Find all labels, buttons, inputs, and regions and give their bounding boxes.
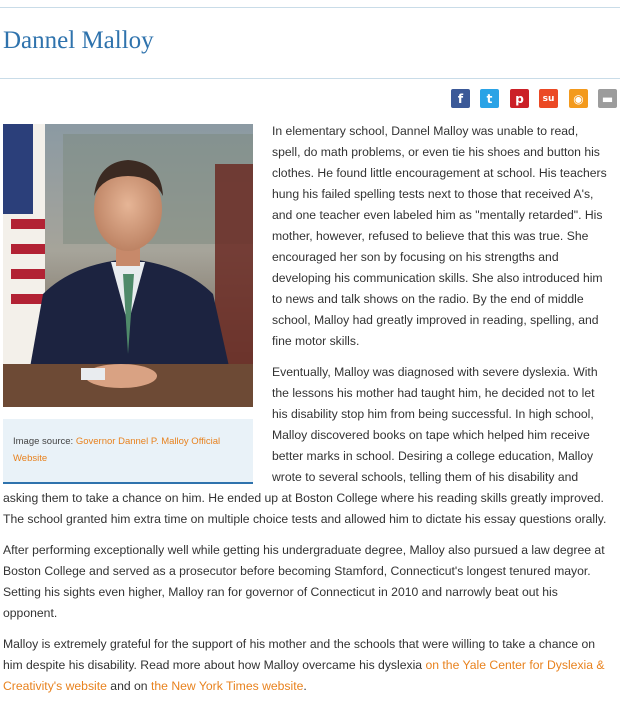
pinterest-icon[interactable]: p [510,89,529,108]
caption-source-link[interactable]: Governor Dannel P. Malloy Official Website [13,436,221,464]
twitter-icon[interactable]: t [480,89,499,108]
paragraph-3: After performing exceptionally well while getting his undergraduate degree, Malloy also pursued a law degree at Boston College and served as a prosecutor before becoming Stamford, Connecticut's longest tenured mayor. Setting his sights even higher, Malloy ran for governor of Connecticut in 2010 and narrowly beat out his opponent. [3,543,605,620]
stumbleupon-icon[interactable]: su [539,89,558,108]
image-caption: Image source: Governor Dannel P. Malloy Official Website [3,419,253,484]
paragraph-1: In elementary school, Dannel Malloy was unable to read, spell, do math problems, or even tie his shoes and button his clothes. He found little encouragement at school. His teachers hung his failed spelling tests next to those that received A's, and one teacher even labeled him as "mentally retarded". His mother, however, refused to believe that this was true. She encouraged her son by focusing on his strengths and developing his communication skills. She also introduced him to news and talk shows on the radio. By the end of middle school, Malloy had greatly improved in reading, spelling, and fine motor skills. [272,124,607,348]
yale-center-link[interactable]: on the Yale Center for Dyslexia & Creativity's website [3,658,605,693]
rss-icon[interactable]: ◉ [569,89,588,108]
facebook-icon[interactable]: f [451,89,470,108]
top-divider [0,7,620,8]
nyt-link[interactable]: the New York Times website [150,679,304,693]
print-icon[interactable]: ▬ [598,89,617,108]
paragraph-4: Malloy is extremely grateful for the support of his mother and the schools that were willing to take a chance on him despite his disability. Read more about how Malloy overcame his dyslexia on the Yale Center for Dyslexia & Creativity's website and on the New York Times website. [3,637,605,693]
paragraph-2: Eventually, Malloy was diagnosed with severe dyslexia. With the lessons his mother had taught him, he decided not to let his disability stop him from being successful. In high school, Malloy discovered books on tape which helped him receive better marks in school. Desiring a college education, Malloy wrote to several schools, telling them of his disability and asking them to take a chance on him. He ended up at Boston College where his reading skills greatly improved. The school granted him extra time on multiple choice tests and allowed him to dictate his essay questions orally. [3,365,607,526]
portrait-figure [3,124,253,484]
page-title: Dannel Malloy [3,27,154,54]
title-divider [0,78,620,79]
portrait-photo [3,124,253,407]
